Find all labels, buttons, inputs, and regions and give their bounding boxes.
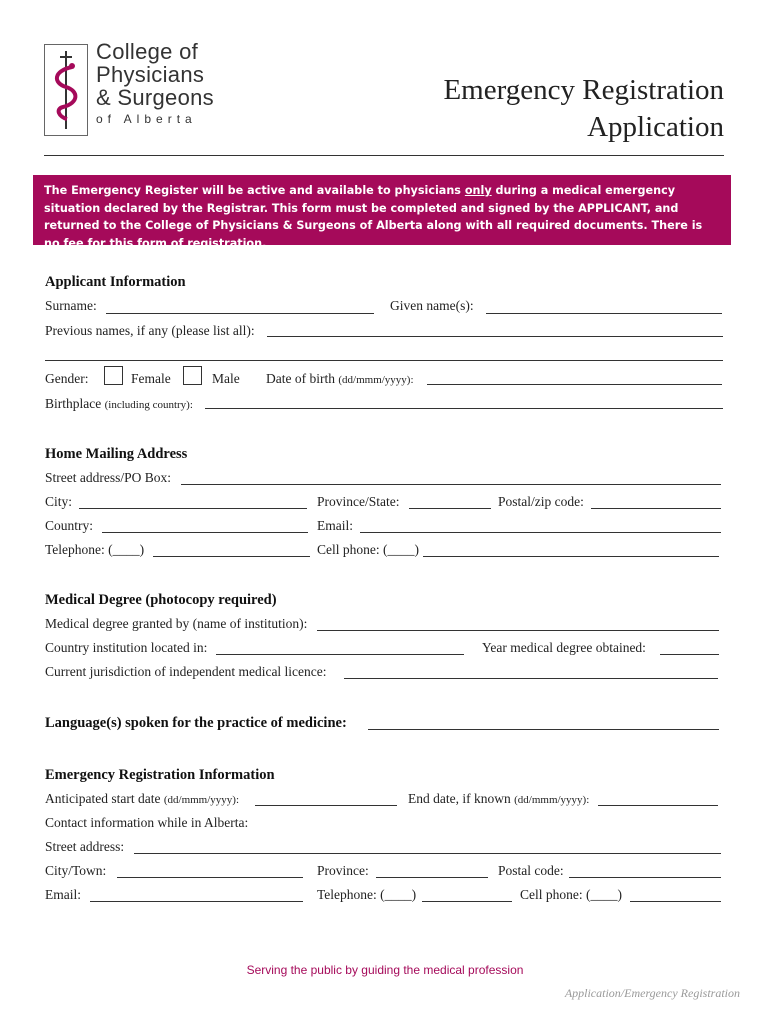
province-state-label: Province/State:	[317, 494, 400, 509]
org-name-line3: & Surgeons	[96, 85, 214, 110]
mailing-heading: Home Mailing Address	[45, 446, 188, 462]
alberta-telephone-field[interactable]	[422, 901, 512, 902]
emergency-heading: Emergency Registration Information	[45, 767, 275, 783]
birthplace-field[interactable]	[205, 408, 723, 409]
surname-field[interactable]	[106, 313, 374, 314]
jurisdiction-field[interactable]	[344, 678, 718, 679]
start-date-format: (dd/mmm/yyyy):	[163, 794, 240, 806]
header-divider	[44, 155, 724, 156]
dob-text: Date of birth	[266, 371, 335, 386]
alberta-city-label: City/Town:	[45, 863, 107, 878]
email-field[interactable]	[360, 532, 721, 533]
footer-tagline: Serving the public by guiding the medical profession	[246, 963, 524, 977]
degree-heading: Medical Degree (photocopy required)	[45, 592, 277, 608]
alberta-cell-label: Cell phone: (____)	[520, 887, 622, 902]
degree-year-field[interactable]	[660, 654, 719, 655]
end-date-format: (dd/mmm/yyyy):	[514, 794, 590, 806]
province-state-field[interactable]	[409, 508, 491, 509]
alberta-province-label: Province:	[317, 863, 369, 878]
org-name-line2: Physicians	[96, 62, 205, 87]
institution-country-label: Country institution located in:	[45, 640, 208, 655]
degree-institution-field[interactable]	[317, 630, 719, 631]
start-date-text: Anticipated start date	[45, 791, 161, 806]
country-label: Country:	[45, 518, 94, 533]
footer-document-id: Application/Emergency Registration	[564, 986, 740, 1000]
notice-banner	[33, 175, 731, 250]
organization-logo	[96, 40, 214, 126]
female-label: Female	[131, 371, 171, 386]
languages-field[interactable]	[368, 729, 719, 730]
birthplace-label	[45, 396, 193, 412]
end-date-field[interactable]	[598, 805, 718, 806]
dob-label	[266, 371, 414, 387]
banner-text-end: during a medical emergency situation declared by the Registrar. This form must be completed and signed by the APPLICANT, and returned to the College of Physicians & Surgeons of Alberta along with all required documents. There is no fee for this form of registration.	[44, 184, 703, 250]
email-label: Email:	[317, 518, 353, 533]
start-date-label	[45, 791, 239, 807]
alberta-email-label: Email:	[45, 887, 81, 902]
street-field[interactable]	[181, 484, 721, 485]
alberta-email-field[interactable]	[90, 901, 303, 902]
page-title	[443, 72, 724, 146]
org-name-line1: College of	[96, 39, 199, 64]
title-line1: Emergency Registration	[443, 74, 724, 106]
alberta-cell-field[interactable]	[630, 901, 721, 902]
alberta-postal-label: Postal code:	[498, 863, 564, 878]
female-checkbox[interactable]	[104, 366, 123, 385]
telephone-label: Telephone: (____)	[45, 542, 145, 557]
alberta-telephone-label: Telephone: (____)	[317, 887, 417, 902]
surname-label: Surname:	[45, 298, 97, 313]
male-checkbox[interactable]	[183, 366, 202, 385]
previous-names-field[interactable]	[267, 336, 723, 337]
street-label: Street address/PO Box:	[45, 470, 171, 485]
given-names-label: Given name(s):	[390, 298, 474, 313]
telephone-field[interactable]	[153, 556, 310, 557]
male-label: Male	[212, 371, 240, 386]
alberta-postal-field[interactable]	[569, 877, 721, 878]
dob-field[interactable]	[427, 384, 722, 385]
logo-emblem	[44, 44, 88, 136]
given-names-field[interactable]	[486, 313, 722, 314]
postal-code-field[interactable]	[591, 508, 721, 509]
alberta-street-label: Street address:	[45, 839, 125, 854]
cell-phone-field[interactable]	[423, 556, 719, 557]
org-name-line4: of Alberta	[96, 112, 197, 126]
applicant-heading: Applicant Information	[45, 274, 186, 290]
banner-emphasis: only	[464, 184, 492, 197]
birthplace-text: Birthplace	[45, 396, 102, 411]
title-line2: Application	[587, 111, 724, 143]
alberta-city-field[interactable]	[117, 877, 303, 878]
languages-label: Language(s) spoken for the practice of medicine:	[45, 715, 347, 731]
end-date-text: End date, if known	[408, 791, 511, 806]
cell-phone-label: Cell phone: (____)	[317, 542, 419, 557]
postal-code-label: Postal/zip code:	[498, 494, 584, 509]
birthplace-note: (including country):	[104, 399, 193, 411]
country-field[interactable]	[102, 532, 308, 533]
start-date-field[interactable]	[255, 805, 397, 806]
previous-names-label: Previous names, if any (please list all):	[45, 323, 255, 338]
degree-institution-label: Medical degree granted by (name of institution):	[45, 616, 308, 631]
end-date-label	[408, 791, 589, 807]
gender-label: Gender:	[45, 371, 89, 386]
city-field[interactable]	[79, 508, 307, 509]
alberta-street-field[interactable]	[134, 853, 721, 854]
jurisdiction-label: Current jurisdiction of independent medical licence:	[45, 664, 327, 679]
city-label: City:	[45, 494, 73, 509]
caduceus-icon	[45, 45, 87, 135]
alberta-province-field[interactable]	[376, 877, 488, 878]
banner-text-start: The Emergency Register will be active and available to physicians	[44, 184, 465, 197]
degree-year-label: Year medical degree obtained:	[482, 640, 646, 655]
contact-info-label: Contact information while in Alberta:	[45, 815, 249, 830]
dob-format: (dd/mmm/yyyy):	[338, 374, 414, 386]
institution-country-field[interactable]	[216, 654, 464, 655]
previous-names-field-2[interactable]	[45, 360, 723, 361]
